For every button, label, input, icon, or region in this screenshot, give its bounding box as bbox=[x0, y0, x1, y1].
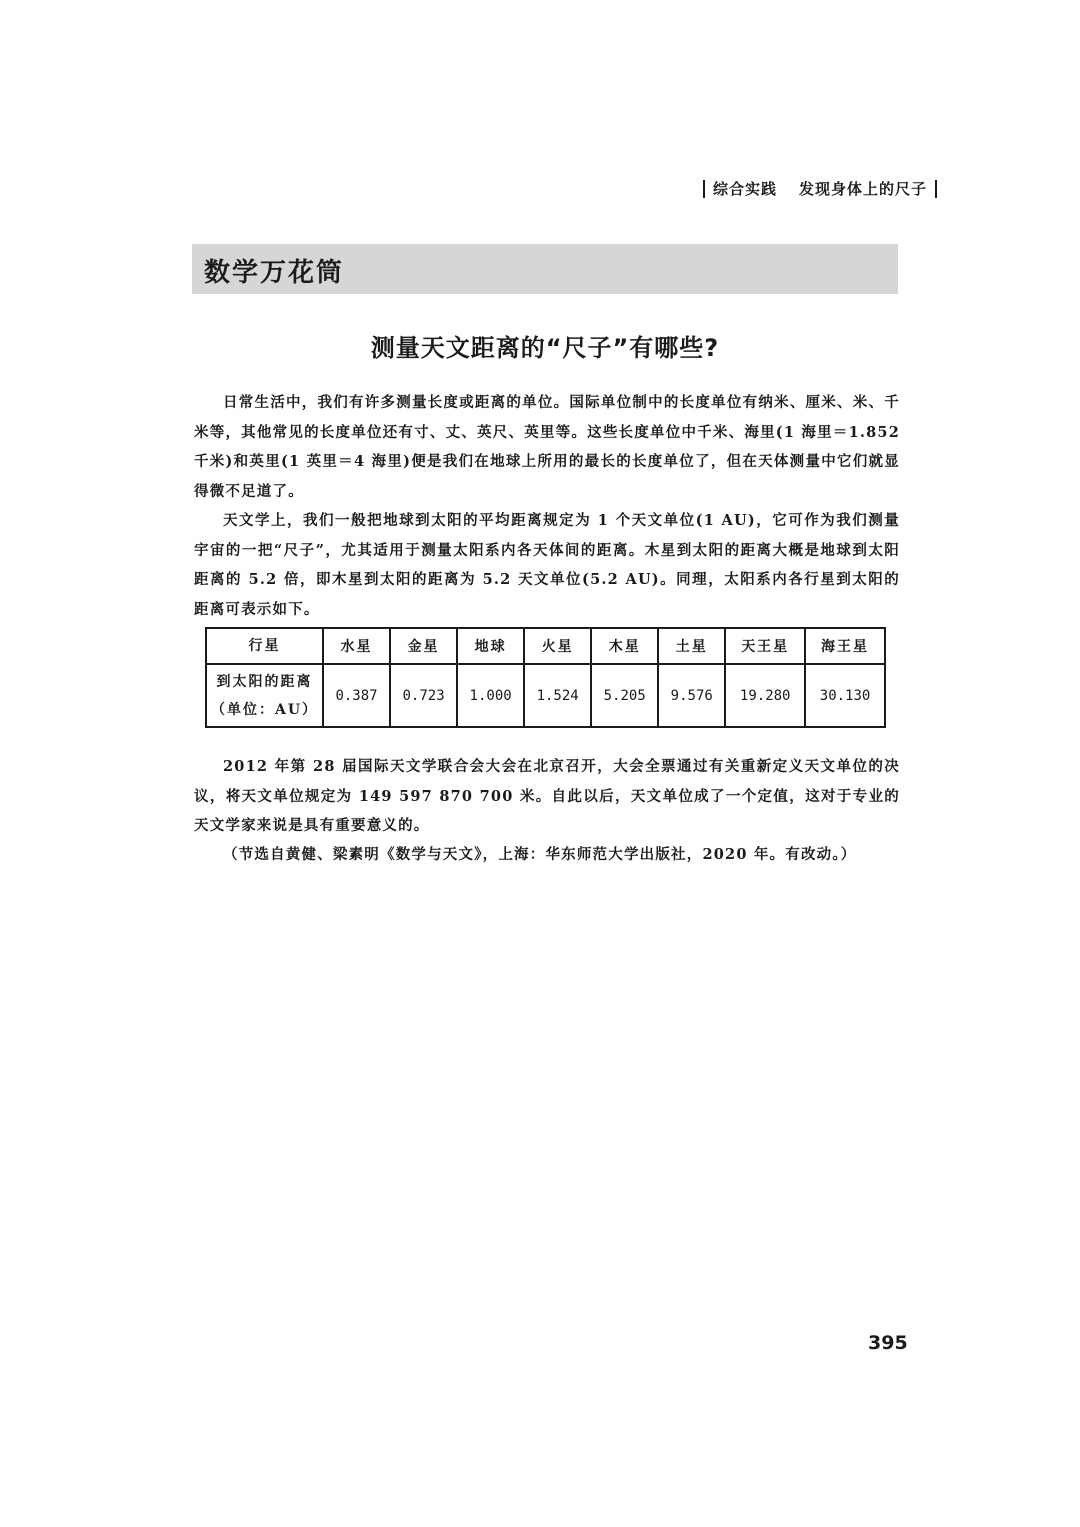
article-title: 测量天文距离的“尺子”有哪些? bbox=[370, 334, 720, 362]
section-banner bbox=[192, 244, 898, 294]
table-header-label: 行星 bbox=[206, 628, 323, 664]
table-row bbox=[206, 664, 885, 727]
row-label-line-1: 到太阳的距离 bbox=[216, 673, 313, 690]
header-chapter: 综合实践 bbox=[712, 180, 777, 198]
table-cell: 1.524 bbox=[524, 664, 591, 727]
table-header-cell: 土星 bbox=[658, 628, 725, 664]
table-header-cell: 海王星 bbox=[805, 628, 885, 664]
table-cell: 9.576 bbox=[658, 664, 725, 727]
table-cell: 5.205 bbox=[591, 664, 658, 727]
table-cell: 0.387 bbox=[323, 664, 390, 727]
table-header-cell: 木星 bbox=[591, 628, 658, 664]
table-row-label bbox=[206, 664, 323, 727]
paragraph-3: 2012 年第 28 届国际天文学联合会大会在北京召开，大会全票通过有关重新定义天文单位的决议，将天文单位规定为 149 597 870 700 米。自此以后，天文单位成了一个定值，这对于专业的天文学家来说是具有重要意义的。 bbox=[194, 758, 900, 834]
table-cell: 0.723 bbox=[390, 664, 457, 727]
table-cell: 30.130 bbox=[805, 664, 885, 727]
citation-paragraph: （节选自黄健、梁素明《数学与天文》，上海：华东师范大学出版社，2020 年。有改动。） bbox=[223, 846, 857, 863]
table-header-cell: 地球 bbox=[457, 628, 524, 664]
header-divider-left bbox=[703, 180, 705, 198]
table-header-cell: 火星 bbox=[524, 628, 591, 664]
planet-distance-table bbox=[205, 627, 886, 728]
table-cell: 19.280 bbox=[725, 664, 805, 727]
paragraph-2: 天文学上，我们一般把地球到太阳的平均距离规定为 1 个天文单位(1 AU)，它可作为我们测量宇宙的一把“尺子”，尤其适用于测量太阳系内各天体间的距离。木星到太阳的距离大概是地球到太阳距离的 5.2 倍，即木星到太阳的距离为 5.2 天文单位(5.2 AU)。同理，太阳系内各行星到太阳的距离可表示如下。 bbox=[194, 512, 900, 618]
row-label-line-2: （单位：AU） bbox=[210, 701, 319, 718]
table-cell: 1.000 bbox=[457, 664, 524, 727]
section-title: 数学万花筒 bbox=[204, 258, 345, 288]
page-number: 395 bbox=[868, 1332, 908, 1354]
header-divider-right bbox=[935, 180, 937, 198]
table-header-row bbox=[206, 628, 885, 664]
header-topic: 发现身体上的尺子 bbox=[798, 180, 927, 198]
table-header-cell: 天王星 bbox=[725, 628, 805, 664]
table-header-cell: 水星 bbox=[323, 628, 390, 664]
running-header bbox=[703, 178, 937, 199]
paragraph-1: 日常生活中，我们有许多测量长度或距离的单位。国际单位制中的长度单位有纳米、厘米、米、千米等，其他常见的长度单位还有寸、丈、英尺、英里等。这些长度单位中千米、海里(1 海里＝1.852 千米)和英里(1 英里＝4 海里)便是我们在地球上所用的最长的长度单位了，但在天体测量中它们就显得微不足道了。 bbox=[194, 394, 900, 500]
table-header-cell: 金星 bbox=[390, 628, 457, 664]
